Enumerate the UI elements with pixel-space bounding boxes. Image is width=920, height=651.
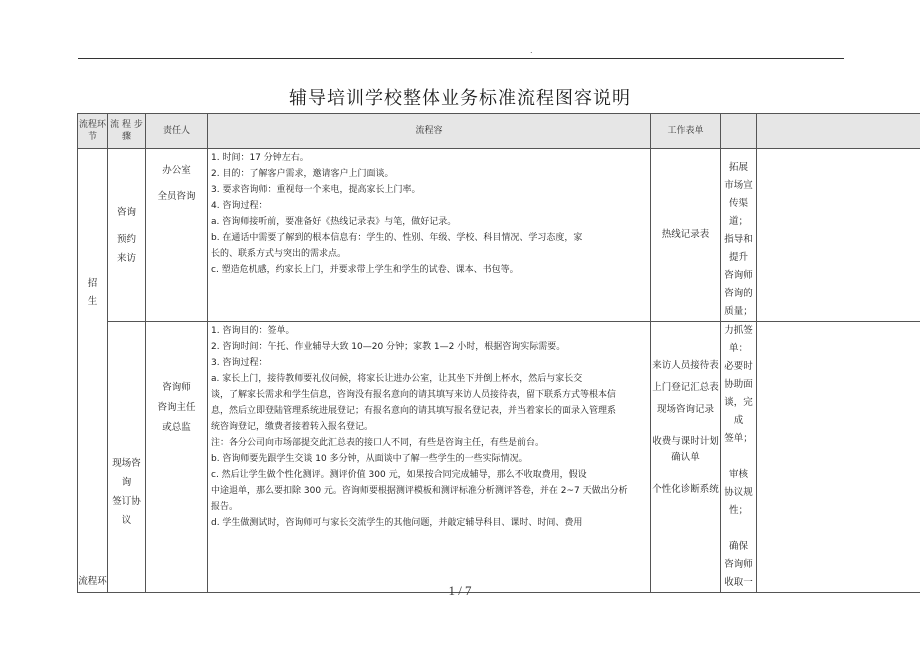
header-extra	[721, 114, 757, 149]
content-cell	[208, 322, 651, 593]
responsible-cell: 办公室 全员咨询	[146, 149, 208, 322]
content-line: 统咨询登记，缴费者接着转入报名登记。	[211, 422, 374, 432]
content-line: b. 咨询师要先跟学生交谈 10 多分钟，从面谈中了解一些学生的一些实际情况。	[211, 454, 528, 464]
step-cell: 现场咨 询 签订协 议	[108, 322, 146, 593]
document-title: 辅导培训学校整体业务标准流程图容说明	[289, 88, 631, 109]
page-number: 1 / 7	[448, 583, 472, 598]
content-line: 1. 咨询目的：签单。	[211, 326, 295, 336]
stage-label-zhaosheng: 招 生	[87, 278, 98, 307]
table-row	[78, 322, 920, 593]
content-line: 1. 时间：17 分钟左右。	[211, 153, 309, 163]
content-line: c. 然后让学生做个性化测评。测评价值 300 元，如果按合同完成辅导，那么不收取费用，假设	[211, 470, 587, 480]
header-dot: .	[530, 46, 533, 55]
table-row	[78, 149, 920, 322]
content-line: a. 家长上门，接待教师要礼仪问候，将家长让进办公室，让其坐下并倒上杯水，然后与家长交	[211, 374, 583, 384]
content-cell	[208, 149, 651, 322]
step-cell: 咨询 预约 来访	[108, 149, 146, 322]
header-step: 流 程 步 骤	[108, 114, 146, 149]
process-table	[77, 113, 920, 593]
content-line: 中途退单，那么要扣除 300 元。咨询师要根据测评模板和测评标准分析测评答卷，并在 2~7 天做出分析	[211, 486, 628, 496]
form-cell: 热线记录表	[651, 149, 721, 322]
stage-cell	[78, 149, 108, 593]
content-line: b. 在通话中需要了解到的根本信息有：学生的、性别、年级、学校、科目情况、学习态度，家	[211, 233, 583, 243]
note-cell: 力抓签 单： 必要时 协助面 谈，完成 签单； 审核 协议规 性； 确保 咨询师 收取一	[721, 322, 757, 593]
form-cell: 来访人员接待表 上门登记汇总表 现场咨询记录 收费与课时计划 确认单 个性化诊断系统	[651, 322, 721, 593]
header-forms: 工作表单	[651, 114, 721, 149]
content-line: 注：各分公司向市场部提交此汇总表的接口人不同，有些是咨询主任，有些是前台。	[211, 438, 545, 448]
blank-cell	[757, 322, 920, 593]
content-line: 2. 咨询时间：午托、作业辅导大致 10—20 分钟；家教 1—2 小时，根据咨询实际需要。	[211, 342, 566, 352]
content-line: 息，然后立即登陆管理系统进展登记；有报名意向的请其填写报名登记表，并当着家长的面录入管理系	[211, 406, 617, 416]
header-stage: 流程环节	[78, 114, 108, 149]
table-header-row	[78, 114, 920, 149]
stage-label-next: 流程环	[78, 576, 107, 587]
content-line: 3. 咨询过程：	[211, 358, 268, 368]
header-rule	[78, 58, 844, 59]
responsible-cell: 咨询师 咨询主任 或总监	[146, 322, 208, 593]
blank-cell	[757, 149, 920, 322]
content-line: 4. 咨询过程：	[211, 201, 268, 211]
content-line: 谈，了解家长需求和学生信息，咨询没有报名意向的请其填写来访人员接待表，留下联系方式等根本信	[211, 390, 617, 400]
content-line: 3. 要求咨询师：重视每一个来电，提高家长上门率。	[211, 185, 421, 195]
content-line: 2. 目的：了解客户需求，邀请客户上门面谈。	[211, 169, 394, 179]
content-line: a. 咨询师接听前，要准备好《热线记录表》与笔，做好记录。	[211, 217, 457, 227]
content-line: c. 塑造危机感，约家长上门，并要求带上学生和学生的试卷、课本、书包等。	[211, 265, 519, 275]
content-line: 报告。	[211, 502, 239, 512]
content-line: d. 学生做测试时，咨询师可与家长交流学生的其他问题，并敲定辅导科目、课时、时间、费用	[211, 518, 583, 528]
header-responsible: 责任人	[146, 114, 208, 149]
content-line: 长的、联系方式与突出的需求点。	[211, 249, 347, 259]
header-blank	[757, 114, 920, 149]
note-cell: 拓展 市场宣 传渠道； 指导和 提升 咨询师 咨询的 质量；	[721, 149, 757, 322]
header-content: 流程容	[208, 114, 651, 149]
